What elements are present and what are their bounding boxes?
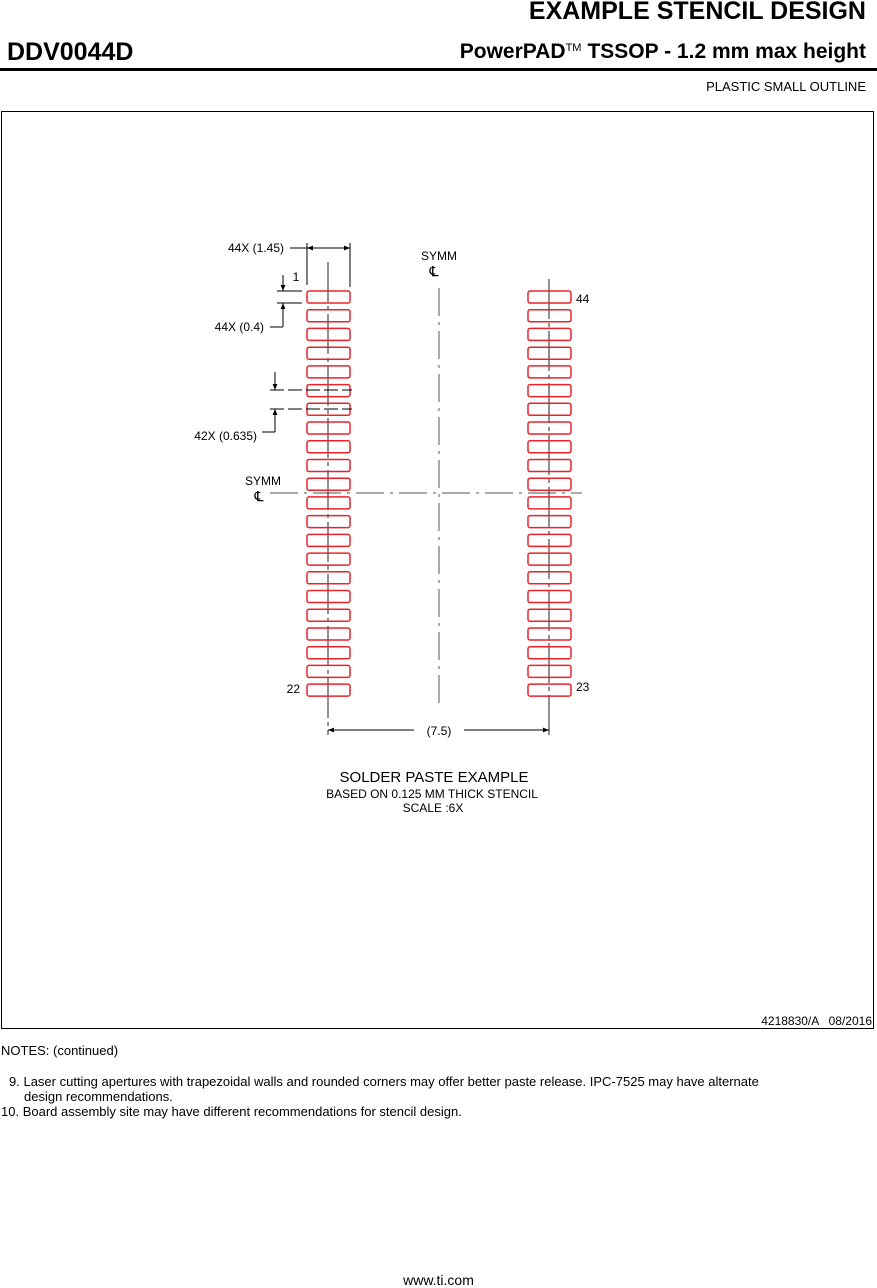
dim-row-spacing: (7.5) — [426, 724, 452, 738]
symm-label-horizontal: SYMM — [245, 474, 281, 488]
centerline-symbol-icon: ℄ — [254, 488, 264, 504]
pin-22-label: 22 — [286, 682, 300, 696]
dim-pitch: 42X (0.635) — [194, 429, 257, 443]
page-title: EXAMPLE STENCIL DESIGN — [528, 0, 866, 25]
dim-pad-length: 44X (1.45) — [227, 241, 284, 255]
pin-23-label: 23 — [576, 680, 590, 694]
caption-scale: SCALE :6X — [402, 801, 464, 815]
package-type: PLASTIC SMALL OUTLINE — [706, 79, 866, 94]
note-text: Board assembly site may have different recommendations for stencil design. — [22, 1104, 462, 1119]
note-number: 10. — [1, 1104, 20, 1119]
pin-1-label: 1 — [292, 270, 300, 284]
note-9 — [9, 1074, 759, 1089]
package-description: TSSOP - 1.2 mm max height — [587, 40, 866, 63]
pin-44-label: 44 — [576, 292, 590, 306]
note-9-continued: design recommendations. — [24, 1089, 173, 1104]
caption-title: SOLDER PASTE EXAMPLE — [339, 769, 529, 786]
note-text: Laser cutting apertures with trapezoidal walls and rounded corners may offer better paste release. IPC-7525 may have alternate — [23, 1074, 759, 1089]
notes-heading: NOTES: (continued) — [1, 1043, 119, 1058]
trademark-mark: TM — [565, 42, 582, 54]
footer-url[interactable]: www.ti.com — [403, 1272, 474, 1288]
brand-name: PowerPAD — [459, 40, 566, 63]
centerline-symbol-icon: ℄ — [429, 263, 439, 279]
dim-pad-width: 44X (0.4) — [214, 320, 264, 334]
note-10 — [1, 1104, 462, 1119]
note-number: 9. — [9, 1074, 20, 1089]
caption-stencil-thickness: BASED ON 0.125 MM THICK STENCIL — [326, 787, 538, 801]
part-number: DDV0044D — [7, 38, 134, 66]
document-id: 4218830/A 08/2016 — [761, 1014, 872, 1028]
symm-label-vertical: SYMM — [421, 249, 457, 263]
